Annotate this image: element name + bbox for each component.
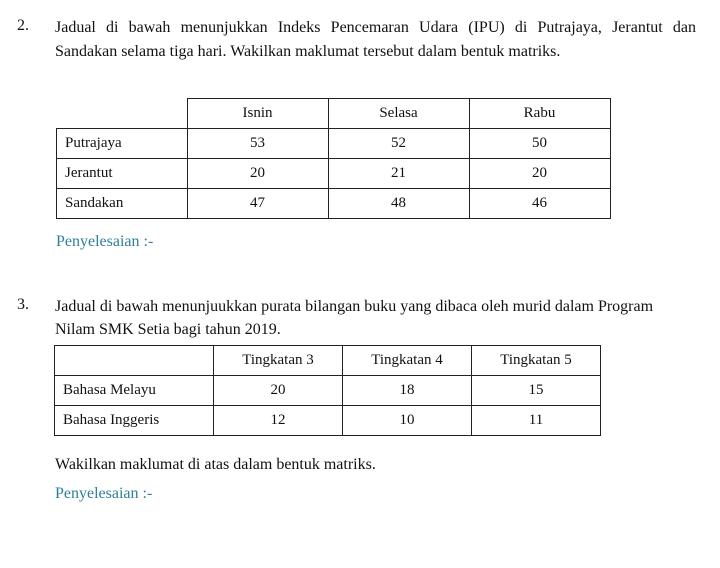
table-cell: 10	[343, 406, 472, 436]
table-cell: 18	[343, 376, 472, 406]
table-cell: 48	[328, 189, 469, 219]
question-3-solution-label: Penyelesaian :-	[55, 485, 153, 502]
table-row	[55, 406, 601, 436]
table-cell: 11	[472, 406, 601, 436]
table-corner	[57, 99, 188, 129]
table-header: Selasa	[328, 99, 469, 129]
table-header: Tingkatan 5	[472, 346, 601, 376]
table-header: Rabu	[469, 99, 610, 129]
table-corner	[55, 346, 214, 376]
table-row	[57, 159, 611, 189]
question-2-solution-label: Penyelesaian :-	[56, 233, 154, 250]
question-2-number: 2.	[17, 17, 29, 34]
table-cell: 46	[469, 189, 610, 219]
table-cell: 21	[328, 159, 469, 189]
row-label: Putrajaya	[57, 129, 188, 159]
table-cell: 20	[214, 376, 343, 406]
table-cell: 50	[469, 129, 610, 159]
question-3-instruction: Wakilkan maklumat di atas dalam bentuk matriks.	[55, 456, 376, 473]
question-2-text-line1: Jadual di bawah menunjukkan Indeks Pencemaran Udara (IPU) di Putrajaya, Jerantut dan	[55, 19, 696, 36]
question-3-table	[54, 345, 601, 436]
row-label: Bahasa Inggeris	[55, 406, 214, 436]
table-header: Tingkatan 3	[214, 346, 343, 376]
question-3-text-line2: Nilam SMK Setia bagi tahun 2019.	[55, 321, 281, 338]
table-cell: 12	[214, 406, 343, 436]
table-row	[57, 189, 611, 219]
table-cell: 20	[469, 159, 610, 189]
question-3-number: 3.	[17, 296, 29, 313]
table-cell: 52	[328, 129, 469, 159]
table-cell: 20	[187, 159, 328, 189]
table-row	[57, 129, 611, 159]
table-header: Tingkatan 4	[343, 346, 472, 376]
table-cell: 53	[187, 129, 328, 159]
question-2-text-line2: Sandakan selama tiga hari. Wakilkan maklumat tersebut dalam bentuk matriks.	[55, 43, 561, 60]
table-header: Isnin	[187, 99, 328, 129]
table-cell: 47	[187, 189, 328, 219]
table-cell: 15	[472, 376, 601, 406]
table-row	[55, 376, 601, 406]
row-label: Jerantut	[57, 159, 188, 189]
question-3-text-line1: Jadual di bawah menunjuukkan purata bilangan buku yang dibaca oleh murid dalam Program	[55, 298, 654, 315]
question-2-table	[56, 98, 611, 219]
row-label: Sandakan	[57, 189, 188, 219]
row-label: Bahasa Melayu	[55, 376, 214, 406]
